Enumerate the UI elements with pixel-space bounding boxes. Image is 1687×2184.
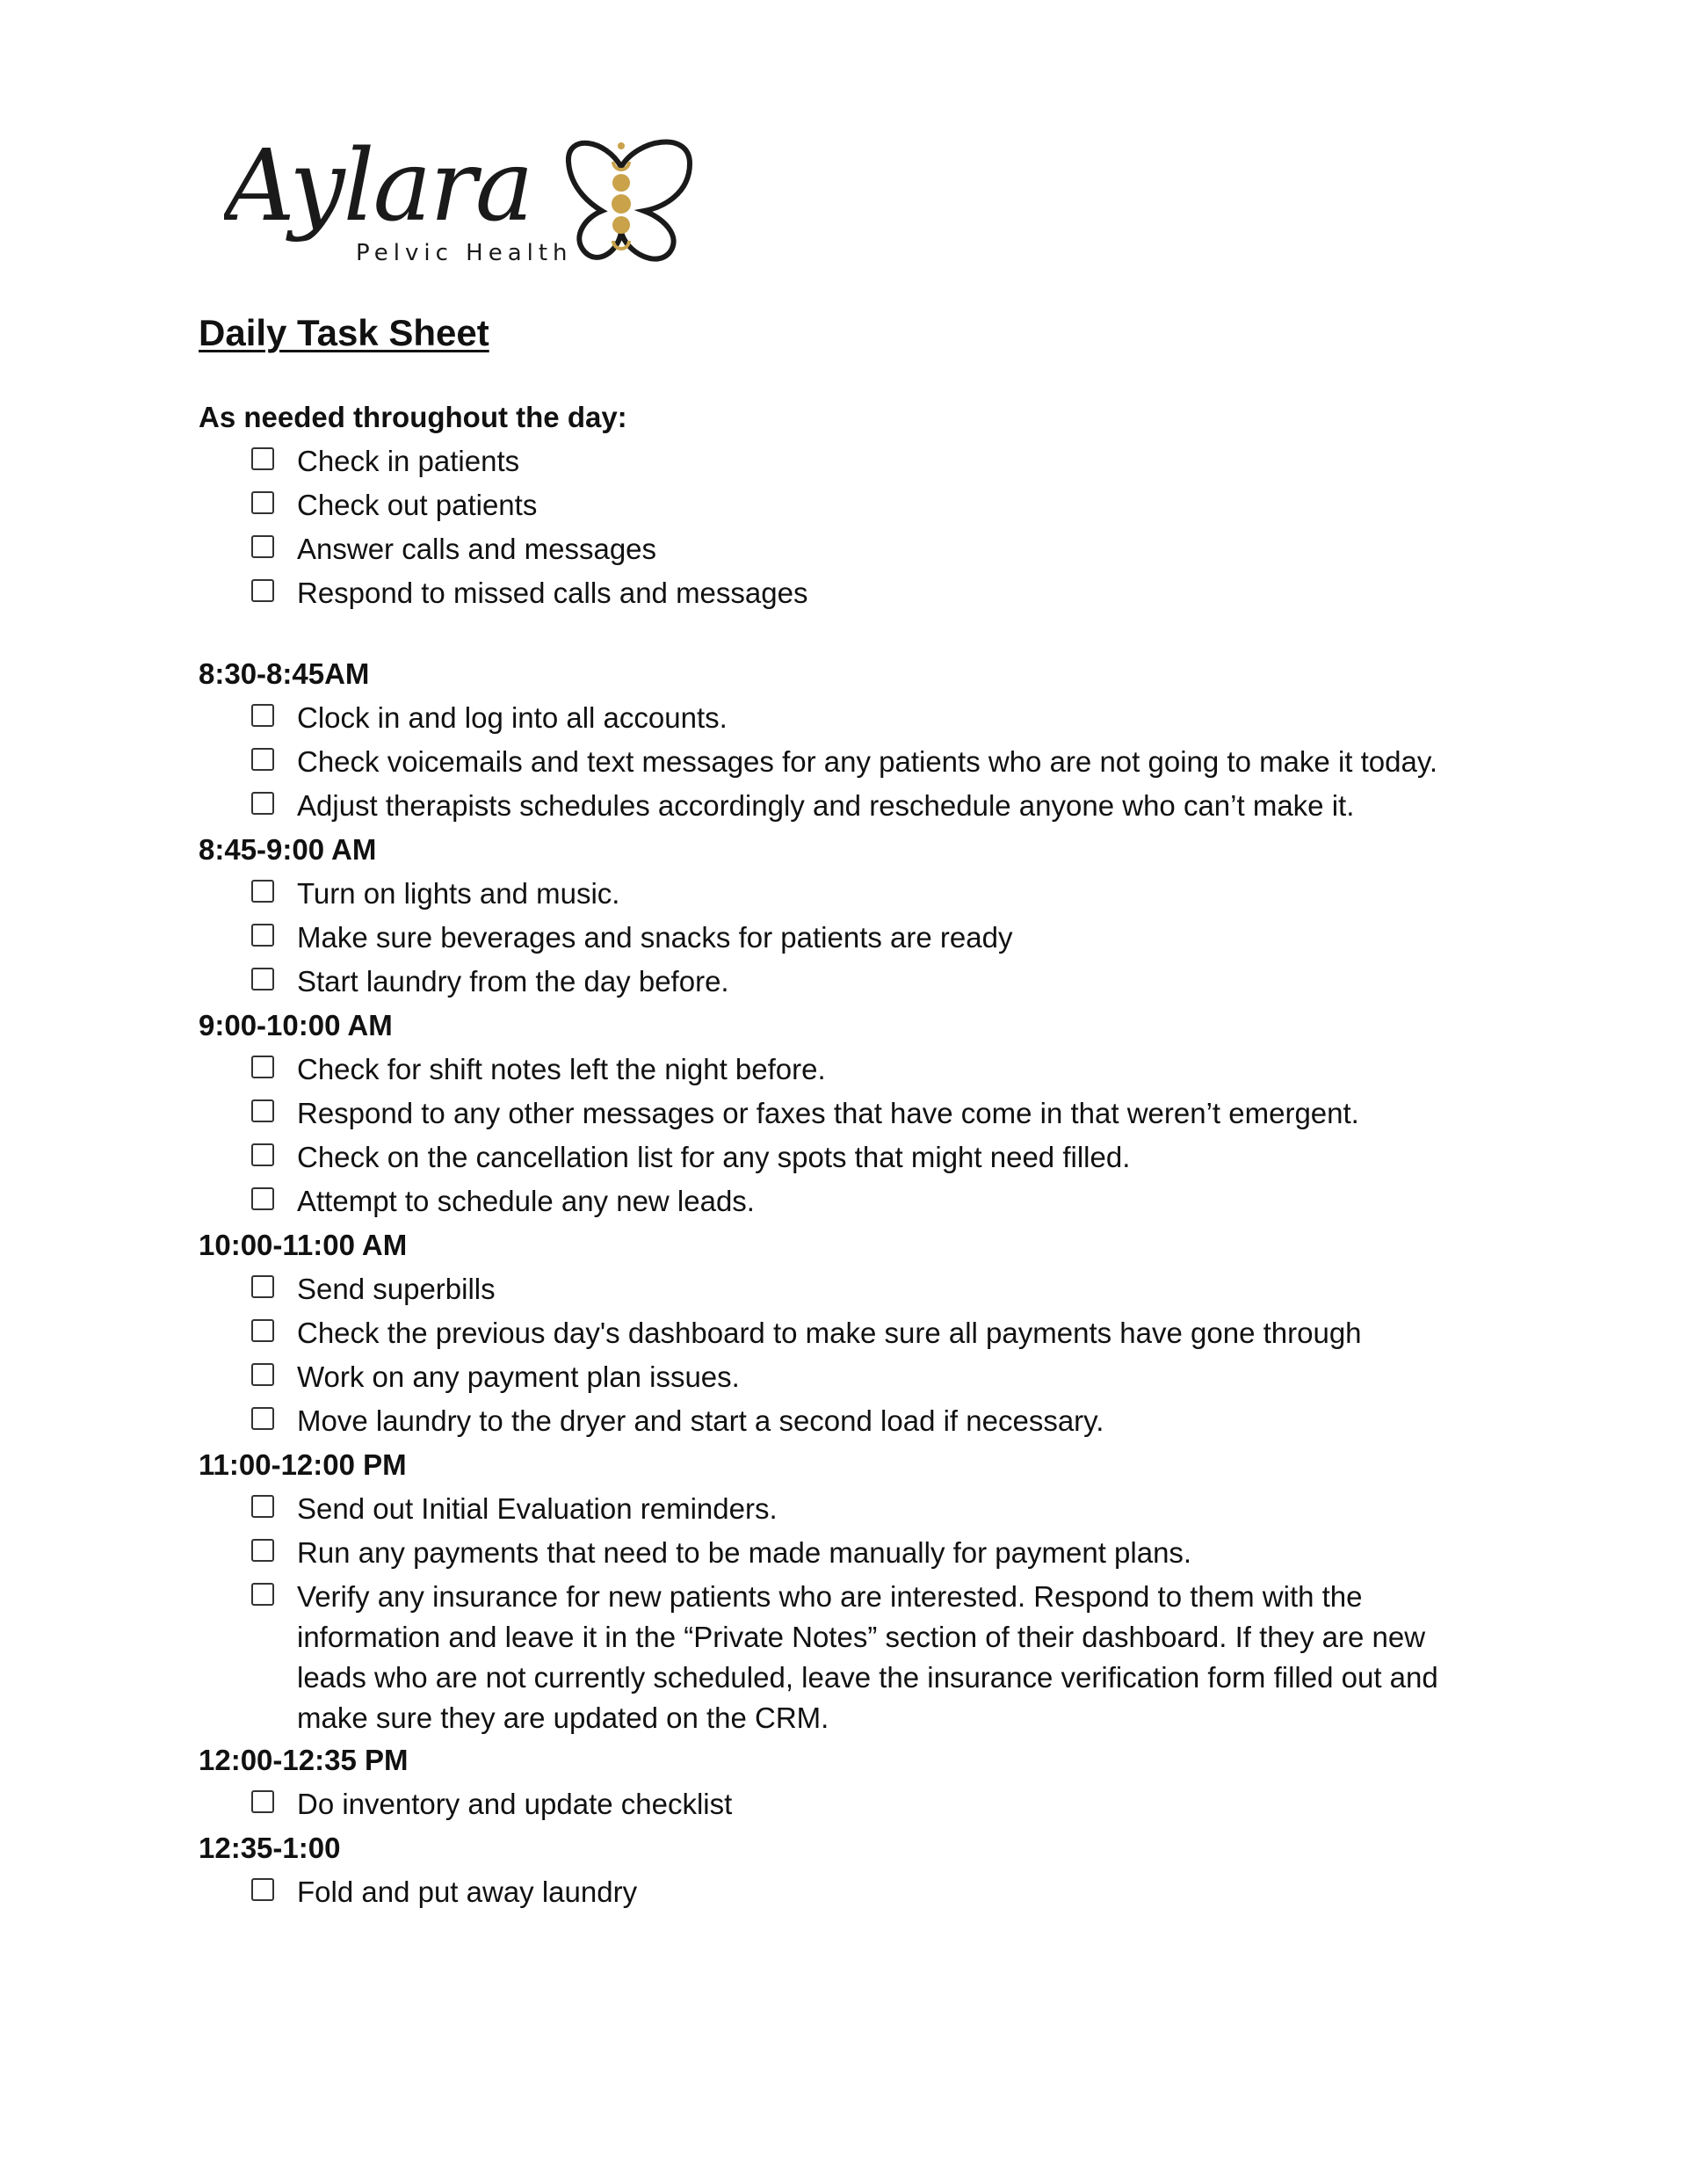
task-checkbox[interactable]: [251, 1143, 274, 1166]
task-sections: [199, 395, 1499, 1914]
task-label: Respond to missed calls and messages: [297, 577, 808, 609]
task-list: [199, 696, 1499, 828]
task-checkbox[interactable]: [251, 1099, 274, 1122]
task-label: Check in patients: [297, 445, 520, 477]
task-item: [199, 1179, 1499, 1223]
task-section: [199, 1826, 1499, 1914]
task-label: Start laundry from the day before.: [297, 965, 729, 998]
task-checkbox[interactable]: [251, 1275, 274, 1298]
task-label: Respond to any other messages or faxes that have come in that weren’t emergent.: [297, 1097, 1359, 1129]
task-item: [199, 1487, 1499, 1531]
task-list: [199, 1870, 1499, 1914]
task-checkbox[interactable]: [251, 704, 274, 727]
task-checkbox[interactable]: [251, 1319, 274, 1342]
task-checkbox[interactable]: [251, 968, 274, 990]
section-heading: 10:00-11:00 AM: [199, 1229, 408, 1261]
task-label: Move laundry to the dryer and start a second load if necessary.: [297, 1404, 1104, 1437]
task-section: [199, 1443, 1499, 1738]
task-label: Fold and put away laundry: [297, 1876, 638, 1908]
task-checkbox[interactable]: [251, 1363, 274, 1386]
task-checkbox[interactable]: [251, 880, 274, 903]
task-item: [199, 1048, 1499, 1092]
task-checkbox[interactable]: [251, 1790, 274, 1813]
task-label: Run any payments that need to be made manually for payment plans.: [297, 1536, 1192, 1569]
task-item: [199, 439, 1499, 483]
task-label: Do inventory and update checklist: [297, 1788, 733, 1820]
task-item: [199, 1531, 1499, 1575]
task-section: [199, 1223, 1499, 1443]
task-section: [199, 1004, 1499, 1223]
section-heading: 8:45-9:00 AM: [199, 833, 377, 866]
section-heading: 12:35-1:00: [199, 1832, 341, 1864]
task-item: [199, 1870, 1499, 1914]
task-item: [199, 1136, 1499, 1179]
logo-wordmark: Aylara: [224, 129, 532, 243]
task-item: [199, 527, 1499, 571]
task-list: [199, 1048, 1499, 1223]
task-section: [199, 395, 1499, 615]
task-section: [199, 828, 1499, 1004]
task-label: Send superbills: [297, 1273, 496, 1305]
task-item: [199, 960, 1499, 1004]
section-heading: 8:30-8:45AM: [199, 657, 370, 690]
task-section: [199, 1738, 1499, 1826]
task-checkbox[interactable]: [251, 447, 274, 470]
task-item: [199, 1267, 1499, 1311]
task-label: Make sure beverages and snacks for patients are ready: [297, 921, 1013, 954]
task-item: [199, 1355, 1499, 1399]
task-label: Verify any insurance for new patients who are interested. Respond to them with the information and leave it in the “Private Notes” section of their dashboard. If they are new leads who are not currently scheduled, leave the insurance verification form filled out and make sure they are updated on the CRM.: [297, 1580, 1438, 1734]
task-list: [199, 1487, 1499, 1738]
task-list: [199, 1782, 1499, 1826]
page-title: Daily Task Sheet: [199, 312, 489, 353]
task-label: Check on the cancellation list for any spots that might need filled.: [297, 1141, 1131, 1173]
task-label: Answer calls and messages: [297, 533, 657, 565]
section-heading: 9:00-10:00 AM: [199, 1009, 393, 1041]
task-checkbox[interactable]: [251, 491, 274, 514]
task-item: [199, 1092, 1499, 1136]
task-item: [199, 483, 1499, 527]
task-list: [199, 1267, 1499, 1443]
task-label: Check for shift notes left the night before.: [297, 1053, 826, 1085]
task-item: [199, 1311, 1499, 1355]
task-item: [199, 1575, 1499, 1738]
task-checkbox[interactable]: [251, 579, 274, 602]
task-checkbox[interactable]: [251, 924, 274, 947]
task-label: Attempt to schedule any new leads.: [297, 1185, 755, 1217]
task-label: Clock in and log into all accounts.: [297, 701, 728, 734]
task-checkbox[interactable]: [251, 1495, 274, 1518]
task-item: [199, 1782, 1499, 1826]
task-checkbox[interactable]: [251, 792, 274, 815]
task-checkbox[interactable]: [251, 535, 274, 558]
task-sheet: [199, 311, 1499, 1914]
task-label: Work on any payment plan issues.: [297, 1360, 740, 1393]
task-checkbox[interactable]: [251, 748, 274, 771]
section-heading: 12:00-12:35 PM: [199, 1744, 409, 1776]
aylara-logo: [224, 121, 699, 272]
task-item: [199, 1399, 1499, 1443]
task-label: Check voicemails and text messages for any patients who are not going to make it today.: [297, 745, 1438, 778]
task-label: Send out Initial Evaluation reminders.: [297, 1492, 778, 1525]
task-label: Check out patients: [297, 489, 538, 521]
task-label: Adjust therapists schedules accordingly and reschedule anyone who can’t make it.: [297, 789, 1355, 822]
task-item: [199, 740, 1499, 784]
task-item: [199, 872, 1499, 916]
task-checkbox[interactable]: [251, 1583, 274, 1606]
task-section: [199, 652, 1499, 828]
task-list: [199, 872, 1499, 1004]
section-heading: 11:00-12:00 PM: [199, 1448, 407, 1481]
task-list: [199, 439, 1499, 615]
logo-tagline: Pelvic Health: [356, 240, 573, 266]
task-checkbox[interactable]: [251, 1056, 274, 1078]
task-checkbox[interactable]: [251, 1539, 274, 1562]
task-label: Turn on lights and music.: [297, 877, 620, 910]
task-label: Check the previous day's dashboard to make sure all payments have gone through: [297, 1317, 1362, 1349]
task-checkbox[interactable]: [251, 1187, 274, 1210]
task-item: [199, 784, 1499, 828]
task-item: [199, 916, 1499, 960]
task-checkbox[interactable]: [251, 1878, 274, 1901]
section-heading: As needed throughout the day:: [199, 401, 627, 433]
task-item: [199, 696, 1499, 740]
task-checkbox[interactable]: [251, 1407, 274, 1430]
task-item: [199, 571, 1499, 615]
